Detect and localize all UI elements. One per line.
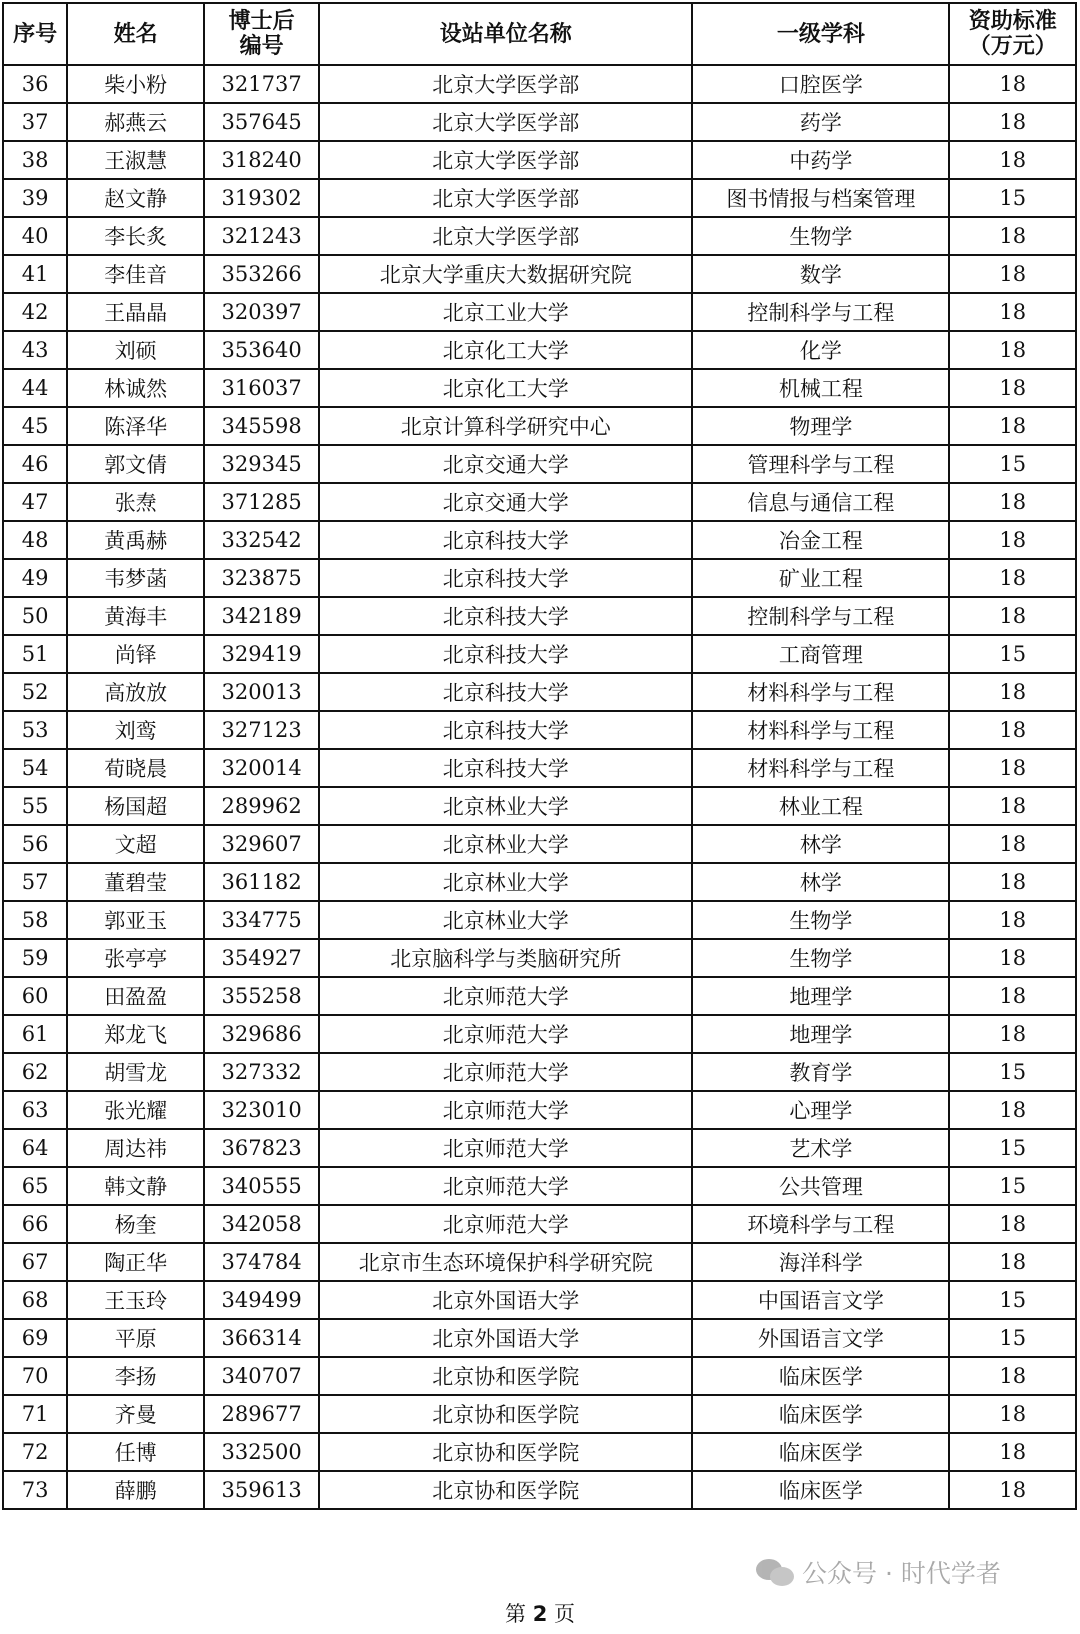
header-postdoc-id: [204, 3, 319, 65]
cell-unit: 北京大学医学部: [319, 217, 692, 255]
cell-funding: 18: [949, 407, 1076, 445]
header-seq: 序号: [3, 3, 67, 65]
cell-funding: 18: [949, 1357, 1076, 1395]
cell-seq: 42: [3, 293, 67, 331]
header-funding-line2: （万元）: [968, 34, 1057, 59]
cell-funding: 18: [949, 977, 1076, 1015]
cell-discipline: 临床医学: [692, 1395, 949, 1433]
cell-postdoc-id: 357645: [204, 103, 319, 141]
cell-unit: 北京大学医学部: [319, 141, 692, 179]
watermark-text: 公众号 · 时代学者: [802, 1559, 1001, 1588]
cell-discipline: 材料科学与工程: [692, 749, 949, 787]
cell-seq: 66: [3, 1205, 67, 1243]
cell-funding: 18: [949, 825, 1076, 863]
cell-unit: 北京协和医学院: [319, 1357, 692, 1395]
cell-name: 陈泽华: [67, 407, 204, 445]
cell-postdoc-id: 329419: [204, 635, 319, 673]
cell-postdoc-id: 321243: [204, 217, 319, 255]
table-row: [3, 1243, 1076, 1281]
cell-discipline: 冶金工程: [692, 521, 949, 559]
cell-seq: 65: [3, 1167, 67, 1205]
cell-discipline: 口腔医学: [692, 65, 949, 103]
cell-seq: 48: [3, 521, 67, 559]
cell-funding: 18: [949, 1471, 1076, 1509]
cell-discipline: 教育学: [692, 1053, 949, 1091]
table-row: [3, 1281, 1076, 1319]
cell-unit: 北京工业大学: [319, 293, 692, 331]
table-row: [3, 901, 1076, 939]
cell-funding: 18: [949, 673, 1076, 711]
cell-postdoc-id: 349499: [204, 1281, 319, 1319]
cell-postdoc-id: 355258: [204, 977, 319, 1015]
cell-postdoc-id: 323875: [204, 559, 319, 597]
cell-postdoc-id: 289677: [204, 1395, 319, 1433]
cell-funding: 15: [949, 1281, 1076, 1319]
page-number: 2: [532, 1602, 548, 1626]
header-funding-line1: 资助标准: [968, 9, 1057, 34]
cell-funding: 18: [949, 749, 1076, 787]
cell-discipline: 艺术学: [692, 1129, 949, 1167]
cell-unit: 北京科技大学: [319, 749, 692, 787]
cell-seq: 68: [3, 1281, 67, 1319]
table-row: [3, 1015, 1076, 1053]
table-row: [3, 407, 1076, 445]
cell-unit: 北京科技大学: [319, 559, 692, 597]
cell-funding: 18: [949, 331, 1076, 369]
cell-funding: 18: [949, 1205, 1076, 1243]
cell-postdoc-id: 374784: [204, 1243, 319, 1281]
cell-postdoc-id: 320013: [204, 673, 319, 711]
cell-unit: 北京协和医学院: [319, 1395, 692, 1433]
cell-name: 韩文静: [67, 1167, 204, 1205]
cell-unit: 北京协和医学院: [319, 1433, 692, 1471]
cell-postdoc-id: 320397: [204, 293, 319, 331]
cell-unit: 北京协和医学院: [319, 1471, 692, 1509]
table-row: [3, 863, 1076, 901]
cell-funding: 18: [949, 1091, 1076, 1129]
cell-unit: 北京科技大学: [319, 711, 692, 749]
table-row: [3, 1129, 1076, 1167]
cell-seq: 47: [3, 483, 67, 521]
table-row: [3, 1319, 1076, 1357]
table-row: [3, 217, 1076, 255]
cell-discipline: 林业工程: [692, 787, 949, 825]
cell-discipline: 外国语言文学: [692, 1319, 949, 1357]
cell-discipline: 地理学: [692, 977, 949, 1015]
cell-funding: 18: [949, 863, 1076, 901]
table-body: [3, 65, 1076, 1509]
cell-discipline: 心理学: [692, 1091, 949, 1129]
cell-postdoc-id: 353266: [204, 255, 319, 293]
table-header: [3, 3, 1076, 65]
cell-discipline: 环境科学与工程: [692, 1205, 949, 1243]
cell-discipline: 控制科学与工程: [692, 597, 949, 635]
cell-unit: 北京师范大学: [319, 1015, 692, 1053]
cell-seq: 53: [3, 711, 67, 749]
cell-discipline: 控制科学与工程: [692, 293, 949, 331]
cell-postdoc-id: 366314: [204, 1319, 319, 1357]
cell-seq: 61: [3, 1015, 67, 1053]
cell-unit: 北京大学重庆大数据研究院: [319, 255, 692, 293]
cell-name: 周达祎: [67, 1129, 204, 1167]
cell-postdoc-id: 371285: [204, 483, 319, 521]
cell-discipline: 临床医学: [692, 1357, 949, 1395]
cell-discipline: 物理学: [692, 407, 949, 445]
table-row: [3, 293, 1076, 331]
cell-seq: 52: [3, 673, 67, 711]
cell-name: 张光耀: [67, 1091, 204, 1129]
table-row: [3, 445, 1076, 483]
cell-postdoc-id: 332500: [204, 1433, 319, 1471]
cell-name: 荀晓晨: [67, 749, 204, 787]
page-footer: [0, 1598, 1080, 1628]
cell-unit: 北京交通大学: [319, 445, 692, 483]
cell-funding: 15: [949, 1167, 1076, 1205]
table-row: [3, 255, 1076, 293]
cell-funding: 15: [949, 1319, 1076, 1357]
cell-name: 田盈盈: [67, 977, 204, 1015]
cell-unit: 北京交通大学: [319, 483, 692, 521]
header-discipline: 一级学科: [692, 3, 949, 65]
cell-postdoc-id: 320014: [204, 749, 319, 787]
wechat-icon: [756, 1557, 796, 1587]
cell-seq: 46: [3, 445, 67, 483]
cell-seq: 69: [3, 1319, 67, 1357]
cell-name: 李扬: [67, 1357, 204, 1395]
cell-funding: 18: [949, 901, 1076, 939]
cell-funding: 15: [949, 1053, 1076, 1091]
cell-name: 张焘: [67, 483, 204, 521]
cell-name: 王淑慧: [67, 141, 204, 179]
cell-seq: 43: [3, 331, 67, 369]
cell-seq: 44: [3, 369, 67, 407]
cell-funding: 18: [949, 1395, 1076, 1433]
cell-name: 高放放: [67, 673, 204, 711]
cell-seq: 62: [3, 1053, 67, 1091]
cell-unit: 北京师范大学: [319, 1091, 692, 1129]
cell-postdoc-id: 342189: [204, 597, 319, 635]
table-row: [3, 1205, 1076, 1243]
cell-name: 薛鹏: [67, 1471, 204, 1509]
cell-postdoc-id: 318240: [204, 141, 319, 179]
cell-name: 郭文倩: [67, 445, 204, 483]
cell-funding: 18: [949, 559, 1076, 597]
cell-funding: 18: [949, 293, 1076, 331]
cell-name: 林诚然: [67, 369, 204, 407]
cell-seq: 38: [3, 141, 67, 179]
cell-seq: 45: [3, 407, 67, 445]
cell-name: 黄海丰: [67, 597, 204, 635]
cell-funding: 18: [949, 1243, 1076, 1281]
table-row: [3, 369, 1076, 407]
cell-funding: 18: [949, 939, 1076, 977]
cell-postdoc-id: 332542: [204, 521, 319, 559]
table-row: [3, 977, 1076, 1015]
cell-discipline: 工商管理: [692, 635, 949, 673]
cell-discipline: 数学: [692, 255, 949, 293]
table-row: [3, 711, 1076, 749]
cell-funding: 18: [949, 103, 1076, 141]
table-row: [3, 1053, 1076, 1091]
cell-seq: 59: [3, 939, 67, 977]
cell-discipline: 林学: [692, 825, 949, 863]
cell-seq: 50: [3, 597, 67, 635]
cell-postdoc-id: 367823: [204, 1129, 319, 1167]
cell-seq: 40: [3, 217, 67, 255]
cell-postdoc-id: 289962: [204, 787, 319, 825]
cell-unit: 北京林业大学: [319, 825, 692, 863]
table-row: [3, 825, 1076, 863]
cell-discipline: 生物学: [692, 939, 949, 977]
cell-unit: 北京大学医学部: [319, 65, 692, 103]
table-row: [3, 103, 1076, 141]
cell-postdoc-id: 321737: [204, 65, 319, 103]
cell-name: 尚铎: [67, 635, 204, 673]
cell-discipline: 临床医学: [692, 1433, 949, 1471]
cell-postdoc-id: 359613: [204, 1471, 319, 1509]
cell-postdoc-id: 354927: [204, 939, 319, 977]
cell-seq: 64: [3, 1129, 67, 1167]
cell-unit: 北京化工大学: [319, 331, 692, 369]
cell-discipline: 材料科学与工程: [692, 711, 949, 749]
cell-funding: 18: [949, 141, 1076, 179]
cell-postdoc-id: 319302: [204, 179, 319, 217]
cell-seq: 37: [3, 103, 67, 141]
cell-funding: 18: [949, 711, 1076, 749]
cell-discipline: 公共管理: [692, 1167, 949, 1205]
cell-name: 郑龙飞: [67, 1015, 204, 1053]
table-row: [3, 521, 1076, 559]
footer-prefix: 第: [505, 1602, 526, 1626]
cell-postdoc-id: 342058: [204, 1205, 319, 1243]
cell-seq: 41: [3, 255, 67, 293]
cell-discipline: 中药学: [692, 141, 949, 179]
cell-unit: 北京科技大学: [319, 635, 692, 673]
cell-funding: 18: [949, 369, 1076, 407]
cell-name: 平原: [67, 1319, 204, 1357]
cell-unit: 北京师范大学: [319, 1205, 692, 1243]
cell-name: 张亭亭: [67, 939, 204, 977]
cell-discipline: 地理学: [692, 1015, 949, 1053]
table-row: [3, 939, 1076, 977]
cell-discipline: 图书情报与档案管理: [692, 179, 949, 217]
cell-name: 胡雪龙: [67, 1053, 204, 1091]
cell-funding: 15: [949, 635, 1076, 673]
cell-unit: 北京脑科学与类脑研究所: [319, 939, 692, 977]
cell-name: 杨奎: [67, 1205, 204, 1243]
cell-unit: 北京大学医学部: [319, 179, 692, 217]
cell-funding: 18: [949, 1433, 1076, 1471]
cell-unit: 北京科技大学: [319, 521, 692, 559]
cell-unit: 北京化工大学: [319, 369, 692, 407]
cell-funding: 18: [949, 255, 1076, 293]
header-postdoc-id-line1: 博士后: [228, 9, 295, 34]
table-row: [3, 331, 1076, 369]
table-row: [3, 141, 1076, 179]
cell-unit: 北京林业大学: [319, 787, 692, 825]
cell-postdoc-id: 340707: [204, 1357, 319, 1395]
header-row: [3, 3, 1076, 65]
cell-seq: 58: [3, 901, 67, 939]
cell-unit: 北京科技大学: [319, 673, 692, 711]
table-row: [3, 1167, 1076, 1205]
cell-discipline: 矿业工程: [692, 559, 949, 597]
cell-name: 董碧莹: [67, 863, 204, 901]
cell-name: 齐曼: [67, 1395, 204, 1433]
cell-discipline: 机械工程: [692, 369, 949, 407]
cell-discipline: 信息与通信工程: [692, 483, 949, 521]
cell-name: 王玉玲: [67, 1281, 204, 1319]
cell-unit: 北京市生态环境保护科学研究院: [319, 1243, 692, 1281]
cell-postdoc-id: 361182: [204, 863, 319, 901]
cell-postdoc-id: 329686: [204, 1015, 319, 1053]
cell-name: 李佳音: [67, 255, 204, 293]
cell-name: 文超: [67, 825, 204, 863]
cell-discipline: 海洋科学: [692, 1243, 949, 1281]
cell-funding: 18: [949, 787, 1076, 825]
header-unit: 设站单位名称: [319, 3, 692, 65]
table-row: [3, 1357, 1076, 1395]
cell-name: 李长炙: [67, 217, 204, 255]
cell-funding: 18: [949, 521, 1076, 559]
cell-seq: 63: [3, 1091, 67, 1129]
cell-name: 韦梦菡: [67, 559, 204, 597]
header-name: 姓名: [67, 3, 204, 65]
cell-unit: 北京师范大学: [319, 977, 692, 1015]
cell-seq: 36: [3, 65, 67, 103]
cell-postdoc-id: 329607: [204, 825, 319, 863]
cell-name: 黄禹赫: [67, 521, 204, 559]
cell-postdoc-id: 345598: [204, 407, 319, 445]
cell-unit: 北京林业大学: [319, 863, 692, 901]
cell-funding: 18: [949, 1015, 1076, 1053]
cell-seq: 67: [3, 1243, 67, 1281]
cell-name: 任博: [67, 1433, 204, 1471]
table-row: [3, 1471, 1076, 1509]
cell-seq: 51: [3, 635, 67, 673]
postdoc-funding-table: [2, 2, 1077, 1510]
cell-postdoc-id: 340555: [204, 1167, 319, 1205]
table-row: [3, 483, 1076, 521]
cell-seq: 72: [3, 1433, 67, 1471]
table-row: [3, 749, 1076, 787]
cell-unit: 北京外国语大学: [319, 1281, 692, 1319]
cell-seq: 71: [3, 1395, 67, 1433]
cell-postdoc-id: 316037: [204, 369, 319, 407]
cell-funding: 15: [949, 445, 1076, 483]
cell-postdoc-id: 353640: [204, 331, 319, 369]
cell-discipline: 化学: [692, 331, 949, 369]
cell-postdoc-id: 323010: [204, 1091, 319, 1129]
cell-unit: 北京师范大学: [319, 1053, 692, 1091]
cell-seq: 70: [3, 1357, 67, 1395]
cell-name: 赵文静: [67, 179, 204, 217]
cell-discipline: 临床医学: [692, 1471, 949, 1509]
cell-seq: 56: [3, 825, 67, 863]
cell-unit: 北京师范大学: [319, 1167, 692, 1205]
table-row: [3, 673, 1076, 711]
cell-unit: 北京科技大学: [319, 597, 692, 635]
footer-suffix: 页: [554, 1602, 575, 1626]
table-row: [3, 559, 1076, 597]
table-row: [3, 787, 1076, 825]
cell-name: 柴小粉: [67, 65, 204, 103]
cell-name: 刘鸾: [67, 711, 204, 749]
table-row: [3, 1091, 1076, 1129]
cell-name: 郝燕云: [67, 103, 204, 141]
table-row: [3, 1395, 1076, 1433]
table-row: [3, 635, 1076, 673]
watermark: [756, 1552, 1056, 1592]
cell-unit: 北京林业大学: [319, 901, 692, 939]
cell-unit: 北京外国语大学: [319, 1319, 692, 1357]
cell-funding: 18: [949, 483, 1076, 521]
cell-seq: 54: [3, 749, 67, 787]
cell-discipline: 药学: [692, 103, 949, 141]
cell-funding: 18: [949, 217, 1076, 255]
cell-postdoc-id: 327332: [204, 1053, 319, 1091]
table-row: [3, 1433, 1076, 1471]
cell-name: 刘硕: [67, 331, 204, 369]
table-row: [3, 65, 1076, 103]
cell-unit: 北京师范大学: [319, 1129, 692, 1167]
cell-name: 陶正华: [67, 1243, 204, 1281]
cell-seq: 57: [3, 863, 67, 901]
cell-postdoc-id: 329345: [204, 445, 319, 483]
cell-seq: 55: [3, 787, 67, 825]
table-row: [3, 597, 1076, 635]
cell-discipline: 管理科学与工程: [692, 445, 949, 483]
cell-postdoc-id: 327123: [204, 711, 319, 749]
cell-funding: 15: [949, 1129, 1076, 1167]
cell-seq: 39: [3, 179, 67, 217]
header-postdoc-id-line2: 编号: [239, 34, 284, 59]
table-row: [3, 179, 1076, 217]
cell-discipline: 中国语言文学: [692, 1281, 949, 1319]
cell-unit: 北京计算科学研究中心: [319, 407, 692, 445]
cell-postdoc-id: 334775: [204, 901, 319, 939]
cell-discipline: 林学: [692, 863, 949, 901]
header-funding: [949, 3, 1076, 65]
cell-name: 杨国超: [67, 787, 204, 825]
cell-discipline: 生物学: [692, 217, 949, 255]
cell-unit: 北京大学医学部: [319, 103, 692, 141]
cell-funding: 18: [949, 65, 1076, 103]
cell-seq: 49: [3, 559, 67, 597]
cell-funding: 15: [949, 179, 1076, 217]
cell-name: 郭亚玉: [67, 901, 204, 939]
cell-discipline: 生物学: [692, 901, 949, 939]
cell-discipline: 材料科学与工程: [692, 673, 949, 711]
cell-funding: 18: [949, 597, 1076, 635]
cell-name: 王晶晶: [67, 293, 204, 331]
cell-seq: 73: [3, 1471, 67, 1509]
cell-seq: 60: [3, 977, 67, 1015]
